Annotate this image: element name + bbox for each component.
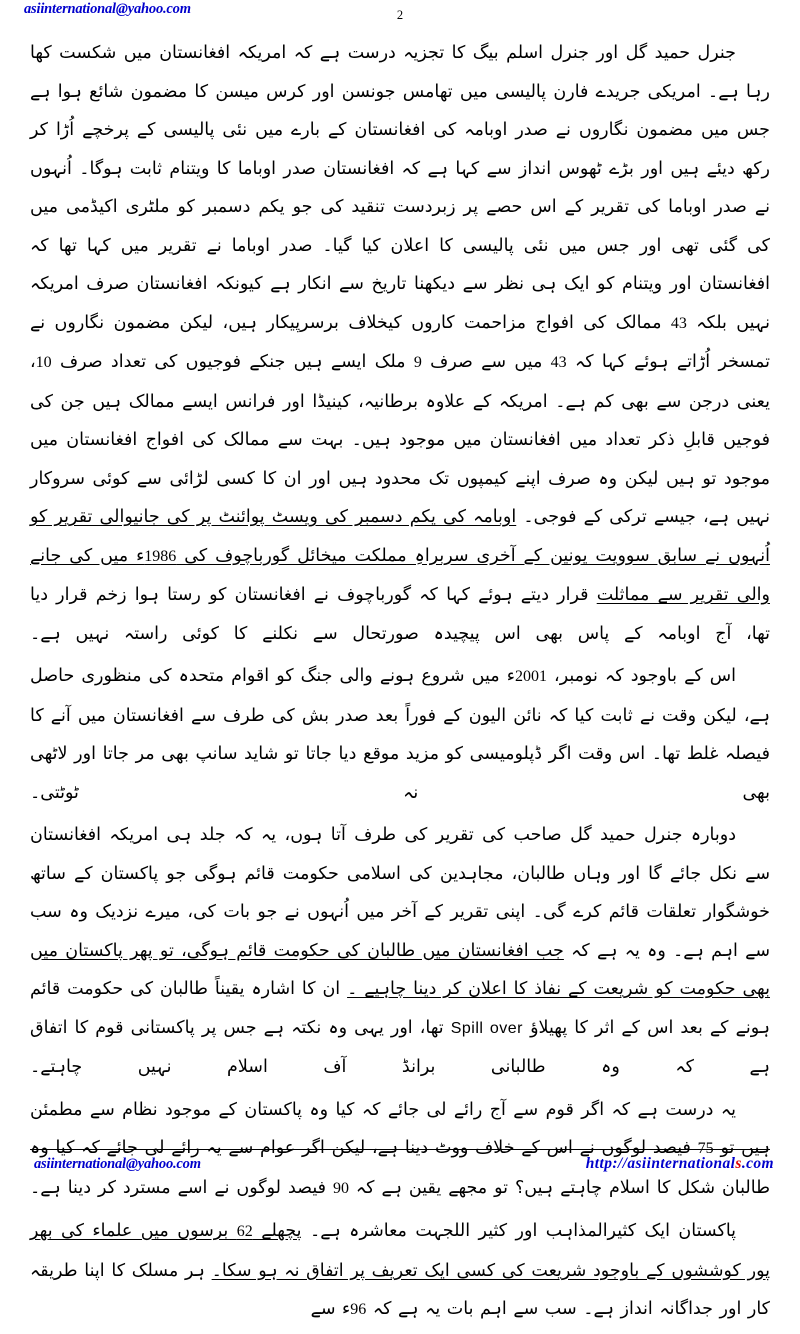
- underlined-run: ء میں کی جانے والی تقریر سے مماثلت: [30, 545, 770, 605]
- text-run: ، یعنی درجن سے بھی کم ہے۔ امریکہ کے علاوہ برطانیہ، کینیڈا اور فرانس ایسے ممالک ہیں جن کی فوجیں قابلِ ذکر تعداد میں افغانستان میں موجود ہیں۔ بہت سے ممالک کی افواج افغانستان میں موجود تو ہیں لیکن وہ صرف اپنے کیمپوں تک محدود ہیں اور ان کا کسی لڑائی سے کوئی سروکار نہیں ہے، جیسے ترکی کے فوجی۔: [30, 352, 770, 527]
- paragraph: [30, 1212, 770, 1330]
- text-run: میں سے صرف: [421, 352, 551, 372]
- latin-run: Spill over: [450, 1019, 524, 1037]
- text-run: دوبارہ جنرل حمید گل صاحب کی تقریر کی طرف آتا ہوں، یہ کہ جلد ہی امریکہ افغانستان سے نکل جائے گا اور وہاں طالبان، مجاہدین کی اسلامی حکومت قائم ہوگی جو پاکستان کے ساتھ خوشگوار تعلقات قائم کرے گی۔ اپنی تقریر کے آخر میں اُنہوں نے جو بات کی، میرے نزدیک وہ سب سے اہم ہے۔ وہ یہ ہے کہ: [30, 825, 770, 961]
- paragraph: [30, 816, 770, 1087]
- paragraph: [30, 657, 770, 812]
- text-run: ء میں شروع ہونے والی جنگ کو اقوام متحدہ کی منظوری حاصل ہے، لیکن وقت نے ثابت کیا کہ نائن الیون کے فوراً بعد صدر بش کی طرف سے افغانستان میں آنے کا فیصلہ غلط تھا۔ اس وقت اگر ڈپلومیسی کو مزید موقع دیا جاتا تو شاید سانپ بھی مر جاتا اور لاٹھی بھی نہ ٹوٹتی۔: [30, 666, 770, 803]
- paragraph: [30, 34, 770, 653]
- latin-run: 43: [670, 314, 687, 332]
- latin-run: 2001: [514, 668, 547, 685]
- text-run: ممالک کی افواج مزاحمت کاروں کیخلاف برسرپیکار ہیں، لیکن مضمون نگاروں نے تمسخر اُڑاتے ہوئے کہا کہ: [30, 312, 770, 372]
- text-run: قرار دیتے ہوئے کہا کہ گورباچوف نے افغانستان کو رستا ہوا زخم قرار دیا تھا، آج اوبامہ کے پاس بھی اس پیچیدہ صورتحال سے نکلنے کا کوئی راستہ نہیں ہے۔: [30, 585, 770, 644]
- latin-run: 62: [236, 1223, 253, 1240]
- text-run: تھا، اور یہی وہ نکتہ ہے جس پر پاکستانی قوم کا اتفاق ہے کہ وہ طالبانی برانڈ آف اسلام نہیں چاہتے۔: [30, 1017, 770, 1077]
- page-header: [0, 0, 800, 34]
- text-run: فیصد لوگوں نے اس کے خلاف ووٹ دینا ہے، لیکن اگر عوام سے یہ رائے لی جائے کہ کیا وہ طالبان شکل کا اسلام چاہتے ہیں؟ تو مجھے یقین ہے کہ: [30, 1138, 771, 1198]
- underlined-run: پچھلے: [252, 1221, 302, 1241]
- underlined-run: جب افغانستان میں طالبان کی حکومت قائم ہوگی، تو پھر پاکستان میں بھی حکومت کو شریعت کے نفاذ کا اعلان کر دینا چاہیے ۔: [30, 940, 770, 999]
- text-run: فیصد لوگوں نے اسے مسترد کر دینا ہے۔: [30, 1177, 333, 1198]
- latin-run: 75: [697, 1140, 714, 1157]
- footer-divider: [30, 1149, 770, 1150]
- footer-url-prefix: http://asiinternational: [585, 1155, 736, 1172]
- text-run: اس کے باوجود کہ نومبر،: [546, 666, 737, 686]
- text-run: یہ درست ہے کہ اگر قوم سے آج رائے لی جائے کہ کیا وہ پاکستان کے موجود نظام سے مطمئن ہیں تو: [30, 1099, 770, 1158]
- text-run: ہر مسلک کا اپنا طریقہ کار اور جداگانہ انداز ہے۔ سب سے اہم بات یہ ہے کہ: [30, 1260, 770, 1319]
- text-run: ء سے: [310, 1299, 351, 1319]
- document-body: [30, 34, 770, 1334]
- latin-run: 1986: [144, 547, 177, 565]
- underlined-run: برسوں میں علماء کی بھر پور کوششوں کے باوجود شریعت کی کسی ایک تعریف پر اتفاق نہ ہو سکا۔: [30, 1221, 770, 1281]
- footer-website-url[interactable]: [586, 1155, 774, 1173]
- text-run: ان کا اشارہ یقیناً طالبان کی حکومت قائم ہونے کے بعد اس کے اثر کا پھیلاؤ: [30, 979, 770, 1038]
- latin-run: 96: [350, 1301, 367, 1318]
- latin-run: 9: [413, 354, 422, 371]
- footer-url-highlight: s: [735, 1155, 742, 1172]
- text-run: جنرل حمید گل اور جنرل اسلم بیگ کا تجزیہ درست ہے کہ امریکہ افغانستان میں شکست کھا رہا ہے۔ امریکی جریدے فارن پالیسی میں تھامس جونسن اور کرس میسن کا مضمون شائع ہوا ہے جس میں مضمون نگاروں نے صدر اوبامہ کی افغانستان کے بارے میں نئی پالیسی کے پرخچے اُڑا کر رکھ دیئے ہیں اور بڑے ٹھوس انداز سے کہا ہے کہ افغانستان صدر اوباما کا ویتنام ثابت ہوگا۔ اُنہوں نے صدر اوباما کی تقریر کے اس حصے پر زبردست تنقید کی جو یکم دسمبر کو ملٹری اکیڈمی میں کی گئی تھی اور جس میں نئی پالیسی کا اعلان کیا گیا۔ صدر اوباما نے تقریر میں کہا تھا کہ افغانستان اور ویتنام کو ایک ہی نظر سے دیکھنا تاریخ سے انکار ہے کیونکہ افغانستان صرف امریکہ نہیں بلکہ: [30, 43, 771, 333]
- page-footer: [0, 1142, 800, 1200]
- footer-url-suffix: .com: [741, 1155, 774, 1172]
- latin-run: 43: [550, 354, 567, 371]
- footer-email-address[interactable]: asiinternational@yahoo.com: [34, 1156, 201, 1172]
- underlined-run: اوبامہ کی یکم دسمبر کی ویسٹ پوائنٹ پر کی جانیوالی تقریر کو اُنہوں نے سابق سوویت یونین کے آخری سربراہِ مملکت میخائل گورباچوف کی: [30, 507, 770, 566]
- text-run: ملک ایسے ہیں جنکے فوجیوں کی تعداد صرف: [51, 352, 414, 372]
- page-number: 2: [396, 8, 404, 22]
- text-run: پاکستان ایک کثیرالمذاہب اور کثیر اللجہت معاشرہ ہے۔: [301, 1221, 737, 1241]
- latin-run: 10: [35, 354, 52, 371]
- latin-run: 90: [332, 1179, 349, 1197]
- header-email-address[interactable]: asiinternational@yahoo.com: [24, 1, 191, 17]
